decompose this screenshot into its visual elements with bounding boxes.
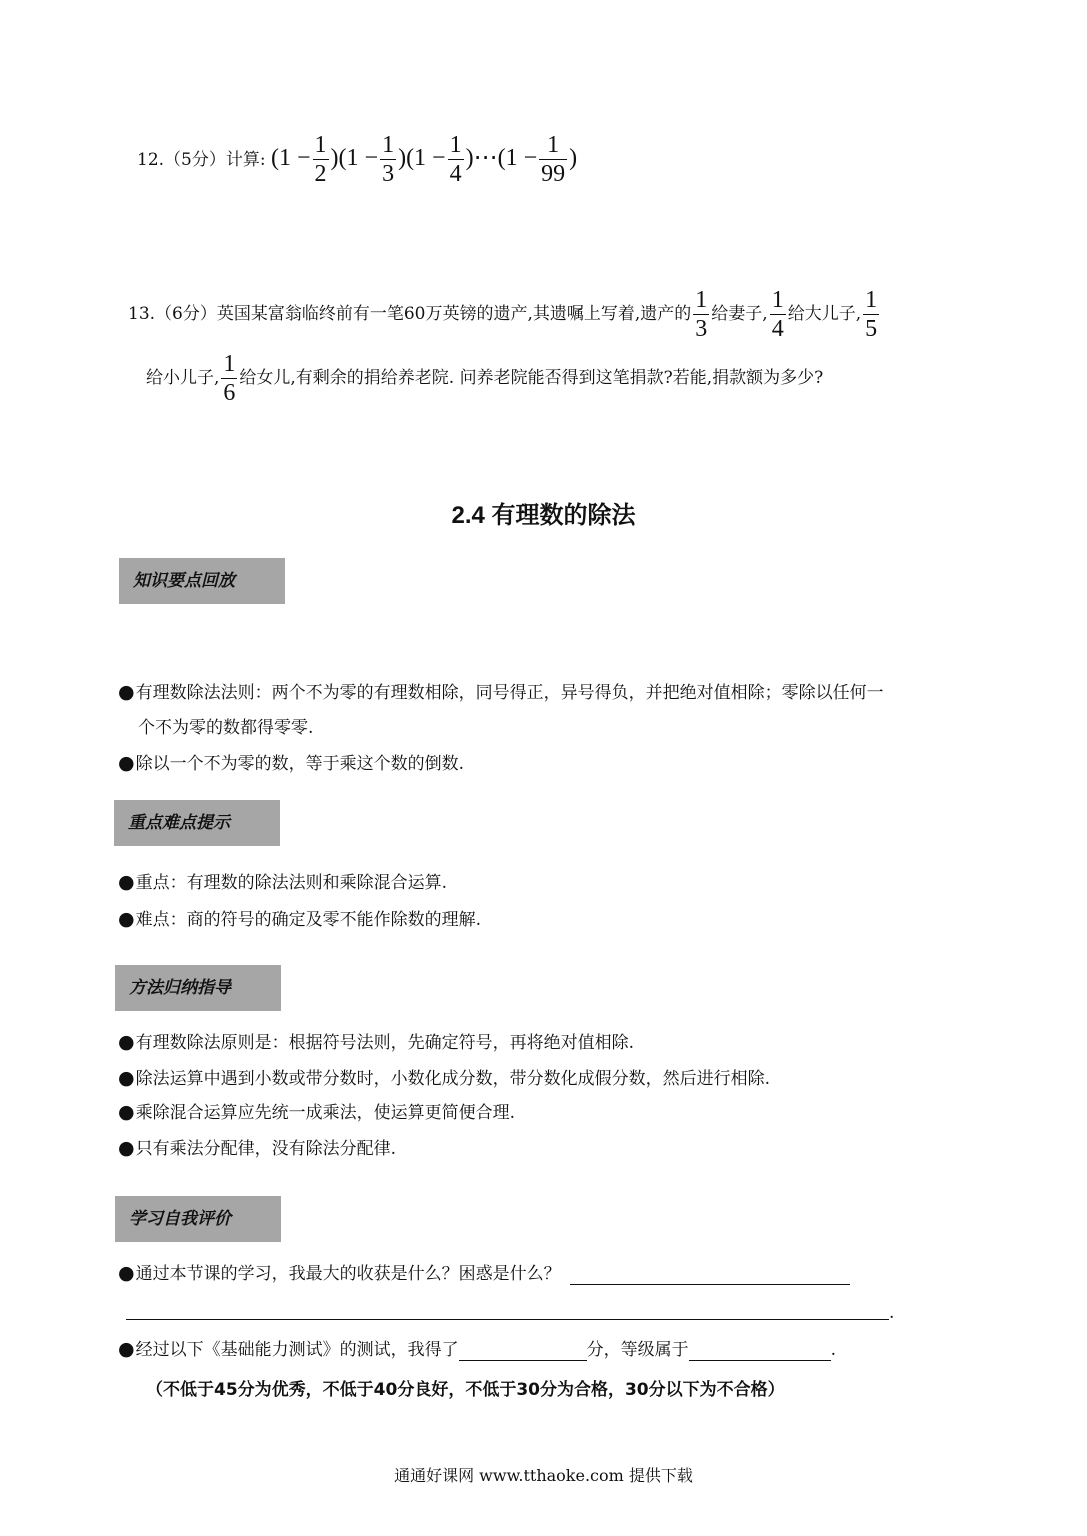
fraction: $\frac{1}{99}$ (541, 132, 566, 187)
fraction: $\frac{1}{4}$ (449, 132, 462, 187)
section-label-knowledge: 知识要点回放 (119, 558, 285, 604)
fraction: $\frac{1}{4}$ (771, 287, 784, 342)
answer-blank[interactable] (570, 1266, 850, 1285)
fraction: $\frac{1}{5}$ (865, 287, 878, 342)
fraction: $\frac{1}{2}$ (314, 132, 327, 187)
list-item: ●只有乘法分配律，没有除法分配律. (118, 1137, 396, 1159)
fraction: $\frac{1}{6}$ (223, 351, 236, 406)
list-item: ●乘除混合运算应先统一成乘法，使运算更简便合理. (118, 1101, 515, 1123)
section-label-method: 方法归纳指导 (115, 965, 281, 1011)
list-item: ●难点：商的符号的确定及零不能作除数的理解. (118, 908, 481, 930)
list-item: ●有理数除法原则是：根据符号法则，先确定符号，再将绝对值相除. (118, 1031, 634, 1053)
problem-13-line-1: 13.（6分）英国某富翁临终前有一笔60万英镑的遗产,其遗嘱上写着,遗产的 $\frac{1}{3}$ 给妻子, $\frac{1}{4}$ 给大儿子, $\frac{1}{5}$ (128, 287, 878, 342)
period: . (889, 1303, 895, 1323)
bullet-icon: ● (118, 681, 135, 703)
problem-12-label: 12.（5分）计算: (137, 150, 266, 171)
list-item: ●除法运算中遇到小数或带分数时，小数化成分数，带分数化成假分数，然后进行相除. (118, 1067, 770, 1089)
footer: 通通好课网 www.tthaoke.com 提供下载 (394, 1466, 693, 1485)
section-label-self: 学习自我评价 (115, 1196, 281, 1242)
list-item-continuation: 个不为零的数都得零零. (138, 718, 314, 738)
section-label-key: 重点难点提示 (114, 800, 280, 846)
list-item: ●经过以下《基础能力测试》的测试，我得了 分，等级属于 . (118, 1338, 836, 1360)
grade-blank[interactable] (689, 1342, 831, 1361)
bullet-icon: ● (118, 871, 135, 893)
bullet-icon: ● (118, 1137, 135, 1159)
list-item: ●重点：有理数的除法法则和乘除混合运算. (118, 871, 447, 893)
score-blank[interactable] (459, 1342, 587, 1361)
fraction: $\frac{1}{3}$ (382, 132, 395, 187)
answer-blank-line[interactable] (126, 1303, 889, 1320)
bullet-icon: ● (118, 908, 135, 930)
bullet-icon: ● (118, 1101, 135, 1123)
section-title: 2.4 有理数的除法 (451, 502, 636, 529)
list-item: ●除以一个不为零的数，等于乘这个数的倒数. (118, 752, 464, 774)
grading-note: （不低于45分为优秀，不低于40分良好，不低于30分为合格，30分以下为不合格） (146, 1380, 785, 1400)
problem-13-line-2: 给小儿子, $\frac{1}{6}$ 给女儿,有剩余的捐给养老院. 问养老院能否得到这笔捐款?若能,捐款额为多少? (146, 351, 824, 406)
bullet-icon: ● (118, 1067, 135, 1089)
problem-12-expression: (1 − $\frac{1}{2}$ )(1 − $\frac{1}{3}$ )(1 − $\frac{1}{4}$ )⋯(1 − $\frac{1}{99}$ ) (271, 132, 578, 187)
bullet-icon: ● (118, 1262, 135, 1284)
list-item: ●有理数除法法则：两个不为零的有理数相除，同号得正，异号得负，并把绝对值相除；零除以任何一 (118, 681, 884, 703)
bullet-icon: ● (118, 1338, 135, 1360)
problem-12 (137, 132, 577, 187)
bullet-icon: ● (118, 752, 135, 774)
fraction: $\frac{1}{3}$ (695, 287, 708, 342)
bullet-icon: ● (118, 1031, 135, 1053)
list-item: ●通过本节课的学习，我最大的收获是什么？困惑是什么？ (118, 1262, 850, 1285)
